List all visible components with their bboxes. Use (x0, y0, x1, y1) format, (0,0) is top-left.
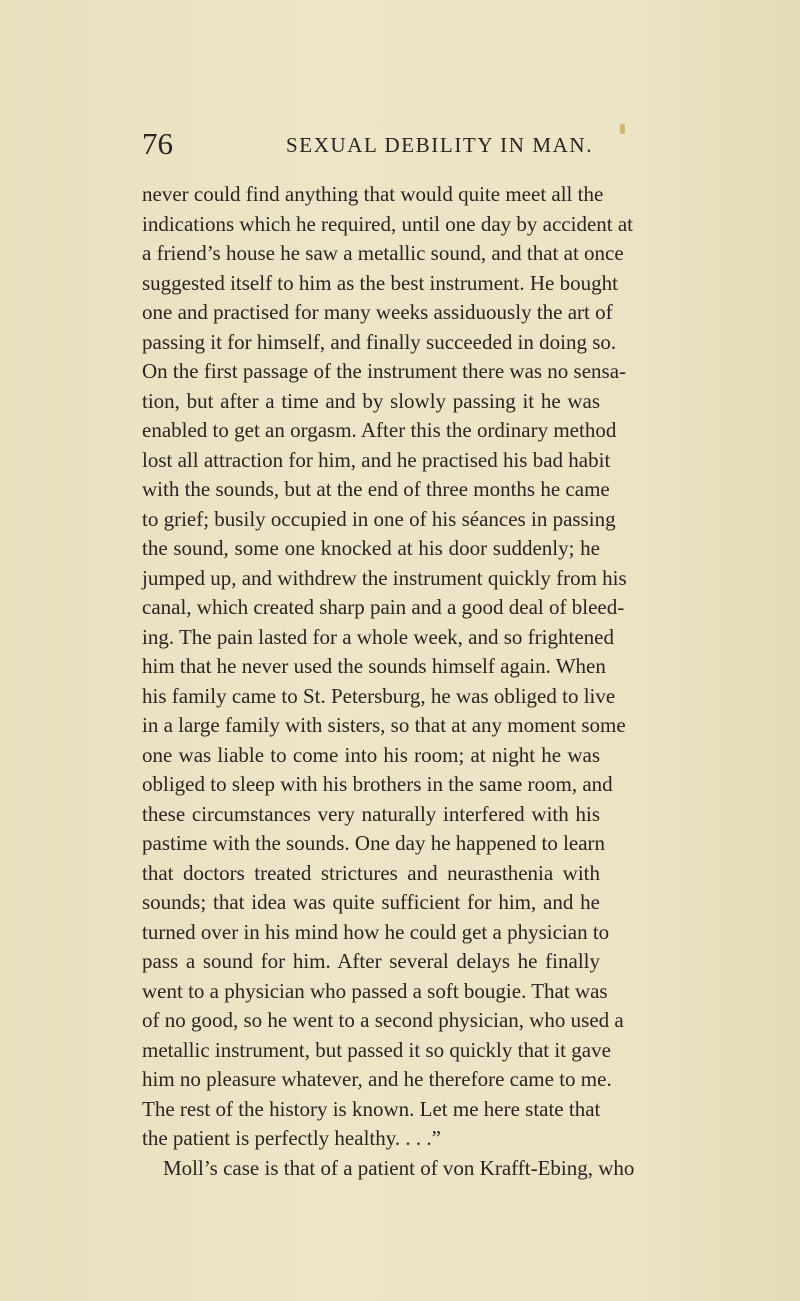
text-line: enabled to get an orgasm. After this the ordinary method (142, 418, 617, 442)
text-line: his family came to St. Petersburg, he was obliged to live (142, 683, 616, 708)
text-line: of no good, so he went to a second physician, who used a (142, 1008, 624, 1032)
text-line: with the sounds, but at the end of three months he came (142, 477, 610, 501)
text-line: Moll’s case is that of a patient of von Krafft-Ebing, who (163, 1155, 635, 1180)
text-line: the sound, some one knocked at his door suddenly; he (142, 536, 600, 560)
text-line: metallic instrument, but passed it so quickly that it gave (142, 1037, 611, 1062)
text-line: never could find anything that would quite meet all the (142, 182, 604, 206)
text-line: sounds; that idea was quite sufficient for him, and he (142, 890, 600, 914)
running-head: SEXUAL DEBILITY IN MAN. (286, 133, 594, 157)
page-header (142, 124, 600, 164)
text-line: that doctors treated strictures and neurasthenia with (142, 860, 600, 885)
text-line: ing. The pain lasted for a whole week, and so frightened (142, 624, 614, 649)
text-line: lost all attraction for him, and he practised his bad habit (142, 447, 611, 472)
text-line: On the first passage of the instrument there was no sensa- (142, 359, 627, 383)
text-line: went to a physician who passed a soft bougie. That was (142, 978, 608, 1003)
text-line: a friend’s house he saw a metallic sound, and that at once (142, 241, 624, 265)
text-line: one was liable to come into his room; at night he was (142, 742, 600, 767)
text-line: passing it for himself, and finally succeeded in doing so. (142, 329, 617, 354)
page-number: 76 (142, 126, 173, 161)
text-line: jumped up, and withdrew the instrument quickly from his (142, 565, 627, 590)
text-line: obliged to sleep with his brothers in the same room, and (142, 772, 613, 796)
text-line: pastime with the sounds. One day he happened to learn (142, 831, 606, 855)
text-line: these circumstances very naturally interfered with his (142, 801, 600, 826)
text-line: The rest of the history is known. Let me here state that (142, 1096, 601, 1121)
text-line: suggested itself to him as the best instrument. He bought (142, 270, 618, 295)
text-line: him no pleasure whatever, and he therefore came to me. (142, 1067, 612, 1091)
text-line: him that he never used the sounds himself again. When (142, 654, 606, 678)
text-line: tion, but after a time and by slowly passing it he was (142, 388, 600, 413)
ink-smudge (620, 124, 625, 134)
text-line: in a large family with sisters, so that at any moment some (142, 713, 626, 737)
text-line: to grief; busily occupied in one of his séances in passing (142, 506, 616, 531)
body-text (142, 180, 635, 1183)
text-line: turned over in his mind how he could get a physician to (142, 919, 610, 944)
text-line: canal, which created sharp pain and a good deal of bleed- (142, 595, 625, 619)
text-line: pass a sound for him. After several delays he finally (142, 949, 600, 973)
text-line: indications which he required, until one day by accident at (142, 211, 634, 236)
text-line: one and practised for many weeks assiduously the art of (142, 300, 613, 324)
text-line: the patient is perfectly healthy. . . .” (142, 1126, 441, 1150)
